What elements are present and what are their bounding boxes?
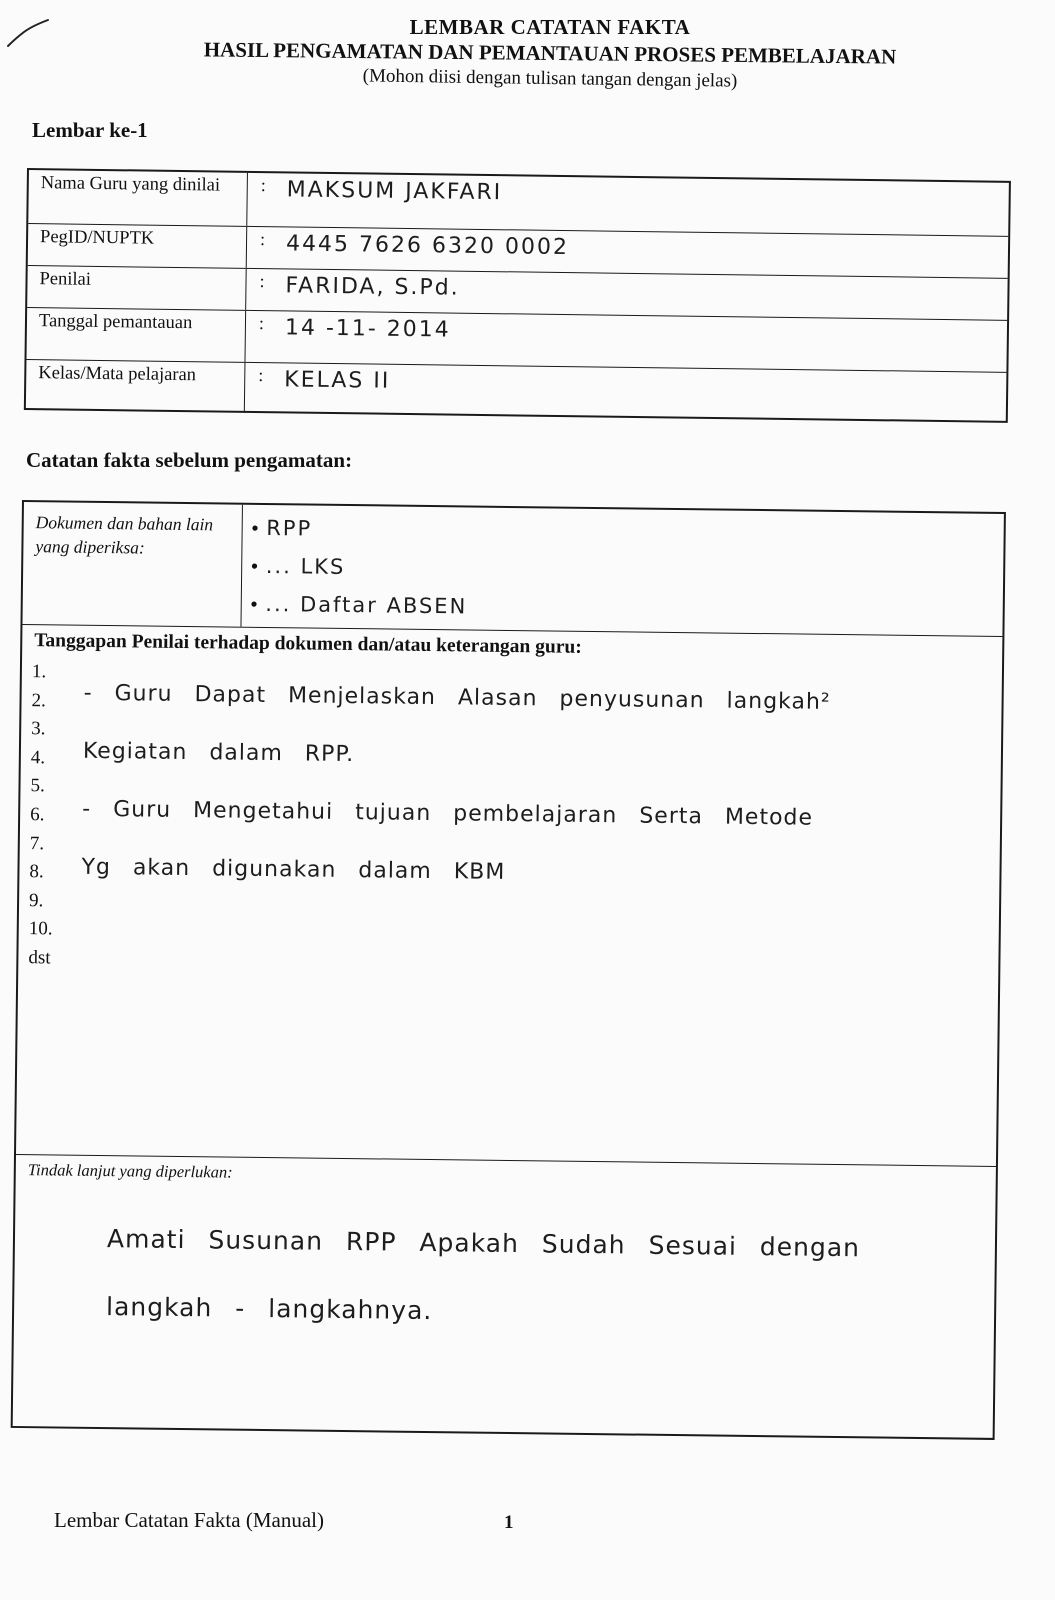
identity-value-class: KELAS II — [284, 367, 391, 394]
line-number: 10. — [28, 918, 53, 940]
footer-label: Lembar Catatan Fakta (Manual) — [54, 1508, 324, 1532]
line-number: 8. — [29, 861, 44, 883]
line-number: 4. — [30, 746, 46, 769]
assessor-response-section — [16, 624, 1002, 1167]
identity-label: PegID/NUPTK — [39, 227, 155, 249]
notes-heading: Catatan fakta sebelum pengamatan: — [26, 448, 353, 472]
column-divider — [246, 173, 248, 226]
document-item — [249, 585, 468, 626]
line-number: 6. — [30, 804, 45, 826]
line-number: 9. — [28, 889, 44, 912]
line-number: 5. — [30, 775, 45, 797]
followup-line: Amati Susunan RPP Apakah Sudah Sesuai dengan — [106, 1224, 861, 1263]
line-number: 3. — [31, 718, 46, 740]
identity-label: Tanggal pemantauan — [38, 311, 193, 334]
followup-line: langkah - langkahnya. — [105, 1292, 433, 1326]
identity-colon: : — [260, 175, 266, 196]
pen-stroke-mark — [6, 18, 50, 48]
identity-value-assessor: FARIDA, S.Pd. — [285, 273, 460, 301]
bullet-icon: • — [248, 594, 260, 616]
documents-list — [249, 509, 469, 626]
response-line: Yg akan digunakan dalam KBM — [81, 854, 506, 885]
response-line: - Guru Dapat Menjelaskan Alasan penyusunan langkah² — [83, 680, 831, 715]
documents-checked-section — [22, 502, 1003, 637]
document-item — [249, 509, 468, 550]
assessor-response-title: Tanggapan Penilai terhadap dokumen dan/atau keterangan guru: — [34, 630, 582, 658]
response-line: Kegiatan dalam RPP. — [82, 738, 355, 768]
identity-label: Penilai — [39, 269, 92, 290]
identity-value-pegid: 4445 7626 6320 0002 — [285, 231, 570, 261]
document-item-text: ... LKS — [265, 553, 346, 579]
column-divider — [244, 311, 246, 362]
identity-colon: : — [259, 271, 265, 292]
document-header — [120, 14, 980, 92]
line-number: dst — [28, 947, 51, 969]
identity-colon: : — [258, 365, 264, 386]
assessor-response-text — [81, 665, 984, 908]
identity-value-teacher-name: MAKSUM JAKFARI — [286, 177, 503, 206]
document-item-text: RPP — [266, 515, 313, 541]
document-title: LEMBAR CATATAN FAKTA — [409, 15, 691, 39]
followup-section — [13, 1154, 996, 1438]
response-line: - Guru Mengetahui tujuan pembelajaran Serta Metode — [82, 796, 814, 831]
followup-title: Tindak lanjut yang diperlukan: — [27, 1160, 233, 1182]
document-subtitle: HASIL PENGAMATAN DAN PEMANTAUAN PROSES PEMBELAJARAN — [203, 37, 897, 69]
identity-label: Nama Guru yang dinilai — [40, 173, 221, 196]
column-divider — [240, 505, 242, 627]
page-number: 1 — [504, 1512, 514, 1533]
identity-table — [24, 168, 1011, 423]
identity-value-date: 14 -11- 2014 — [284, 315, 451, 343]
sheet-number-label: Lembar ke-1 — [32, 118, 148, 142]
line-number: 7. — [29, 832, 45, 854]
followup-text — [106, 1205, 978, 1352]
line-number: 2. — [31, 689, 46, 711]
identity-colon: : — [259, 229, 266, 250]
fill-instruction: (Mohon diisi dengan tulisan tangan dengan jelas) — [362, 65, 738, 92]
column-divider — [244, 363, 246, 413]
document-item-text: ... Daftar ABSEN — [265, 591, 468, 619]
document-item — [249, 547, 468, 588]
column-divider — [246, 227, 248, 268]
line-number: 1. — [31, 661, 47, 683]
response-numbering — [28, 658, 56, 973]
column-divider — [245, 269, 247, 310]
documents-checked-label: Dokumen dan bahan lain yang diperiksa: — [35, 512, 214, 558]
bullet-icon: • — [249, 556, 260, 578]
bullet-icon: • — [249, 518, 261, 540]
identity-label: Kelas/Mata pelajaran — [38, 363, 197, 386]
identity-colon: : — [258, 313, 265, 334]
notes-table — [11, 500, 1006, 1440]
